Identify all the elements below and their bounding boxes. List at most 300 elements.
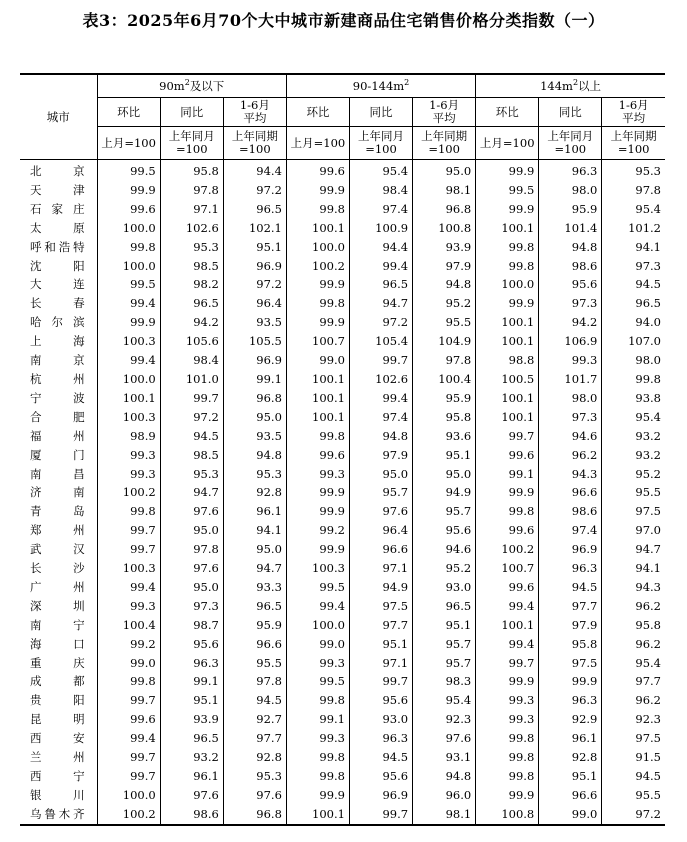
index-value: 99.8 <box>602 370 665 389</box>
index-value: 94.8 <box>349 427 412 446</box>
index-value: 97.2 <box>223 275 286 294</box>
index-value: 99.4 <box>97 351 160 370</box>
city-name: 济南 <box>20 483 97 502</box>
index-value: 96.8 <box>413 200 476 219</box>
index-value: 100.0 <box>97 786 160 805</box>
index-value: 97.2 <box>349 313 412 332</box>
index-value: 95.6 <box>413 521 476 540</box>
index-value: 95.6 <box>349 691 412 710</box>
index-value: 97.7 <box>349 616 412 635</box>
index-value: 95.5 <box>602 786 665 805</box>
index-value: 102.1 <box>223 219 286 238</box>
index-value: 99.8 <box>476 729 539 748</box>
index-value: 99.7 <box>97 767 160 786</box>
index-value: 99.8 <box>97 502 160 521</box>
table-row <box>20 635 665 654</box>
index-value: 95.3 <box>602 160 665 181</box>
index-value: 96.5 <box>160 294 223 313</box>
city-name: 西安 <box>20 729 97 748</box>
table-row <box>20 465 665 484</box>
index-value: 99.4 <box>286 597 349 616</box>
city-name: 长春 <box>20 294 97 313</box>
index-value: 98.2 <box>160 275 223 294</box>
index-value: 95.7 <box>413 502 476 521</box>
index-value: 94.7 <box>160 483 223 502</box>
index-value: 96.3 <box>539 559 602 578</box>
city-name: 海口 <box>20 635 97 654</box>
index-value: 98.9 <box>97 427 160 446</box>
index-value: 100.1 <box>476 219 539 238</box>
index-value: 97.1 <box>160 200 223 219</box>
index-value: 95.0 <box>349 465 412 484</box>
index-value: 97.2 <box>602 805 665 825</box>
index-value: 99.8 <box>286 200 349 219</box>
table-row <box>20 786 665 805</box>
city-name: 北京 <box>20 160 97 181</box>
index-value: 97.8 <box>413 351 476 370</box>
index-value: 100.1 <box>476 389 539 408</box>
index-value: 99.3 <box>539 351 602 370</box>
base-header: 上年同期 =100 <box>413 127 476 160</box>
index-value: 99.3 <box>476 691 539 710</box>
index-value: 92.7 <box>223 710 286 729</box>
city-name: 杭州 <box>20 370 97 389</box>
table-row <box>20 672 665 691</box>
index-value: 97.7 <box>602 672 665 691</box>
index-value: 95.2 <box>413 294 476 313</box>
index-value: 99.1 <box>223 370 286 389</box>
index-value: 99.8 <box>476 502 539 521</box>
index-value: 105.6 <box>160 332 223 351</box>
index-value: 100.1 <box>286 389 349 408</box>
table-row <box>20 710 665 729</box>
index-value: 99.6 <box>476 446 539 465</box>
index-value: 96.5 <box>223 200 286 219</box>
city-name: 广州 <box>20 578 97 597</box>
base-header: 上年同月 =100 <box>160 127 223 160</box>
index-value: 96.5 <box>160 729 223 748</box>
index-value: 99.6 <box>476 578 539 597</box>
index-value: 99.0 <box>97 654 160 673</box>
index-value: 99.0 <box>539 805 602 825</box>
index-value: 95.3 <box>160 238 223 257</box>
index-value: 99.3 <box>97 597 160 616</box>
index-value: 95.7 <box>413 654 476 673</box>
index-value: 99.7 <box>160 389 223 408</box>
index-value: 99.7 <box>97 521 160 540</box>
index-value: 99.9 <box>286 181 349 200</box>
index-value: 96.1 <box>223 502 286 521</box>
city-name: 南昌 <box>20 465 97 484</box>
index-value: 96.9 <box>539 540 602 559</box>
table-row <box>20 729 665 748</box>
city-name: 西宁 <box>20 767 97 786</box>
index-value: 101.0 <box>160 370 223 389</box>
index-value: 92.3 <box>413 710 476 729</box>
index-value: 99.1 <box>286 710 349 729</box>
index-value: 93.1 <box>413 748 476 767</box>
index-value: 99.8 <box>286 691 349 710</box>
index-value: 100.8 <box>413 219 476 238</box>
index-value: 99.7 <box>349 805 412 825</box>
table-row <box>20 332 665 351</box>
index-value: 99.7 <box>476 654 539 673</box>
index-value: 93.3 <box>223 578 286 597</box>
index-value: 95.3 <box>160 465 223 484</box>
index-value: 95.2 <box>413 559 476 578</box>
index-value: 98.5 <box>160 446 223 465</box>
index-value: 95.1 <box>349 635 412 654</box>
index-value: 99.5 <box>97 160 160 181</box>
index-value: 97.5 <box>539 654 602 673</box>
index-value: 95.4 <box>602 200 665 219</box>
index-value: 95.5 <box>223 654 286 673</box>
city-name: 石家庄 <box>20 200 97 219</box>
index-value: 100.2 <box>476 540 539 559</box>
index-value: 97.7 <box>539 597 602 616</box>
city-name: 天津 <box>20 181 97 200</box>
index-value: 99.8 <box>476 748 539 767</box>
index-value: 99.4 <box>476 635 539 654</box>
page-title: 表3：2025年6月70个大中城市新建商品住宅销售价格分类指数（一） <box>82 11 605 30</box>
index-value: 98.1 <box>413 181 476 200</box>
index-value: 96.4 <box>223 294 286 313</box>
index-value: 100.1 <box>476 408 539 427</box>
index-value: 99.3 <box>286 654 349 673</box>
index-value: 99.0 <box>286 635 349 654</box>
index-value: 95.3 <box>223 465 286 484</box>
index-value: 95.7 <box>413 635 476 654</box>
index-value: 99.8 <box>286 294 349 313</box>
index-value: 94.5 <box>223 691 286 710</box>
index-value: 99.5 <box>476 181 539 200</box>
index-value: 93.2 <box>602 427 665 446</box>
table-row <box>20 275 665 294</box>
table-row <box>20 257 665 276</box>
index-value: 101.7 <box>539 370 602 389</box>
index-value: 93.0 <box>349 710 412 729</box>
table-row <box>20 160 665 181</box>
index-value: 96.2 <box>602 691 665 710</box>
index-value: 99.8 <box>476 767 539 786</box>
index-value: 96.6 <box>539 483 602 502</box>
index-value: 98.5 <box>160 257 223 276</box>
index-value: 94.5 <box>349 748 412 767</box>
city-name: 重庆 <box>20 654 97 673</box>
city-name: 郑州 <box>20 521 97 540</box>
index-value: 96.3 <box>539 160 602 181</box>
index-value: 95.4 <box>602 408 665 427</box>
index-value: 99.9 <box>476 294 539 313</box>
city-name: 南京 <box>20 351 97 370</box>
index-value: 106.9 <box>539 332 602 351</box>
city-name: 深圳 <box>20 597 97 616</box>
index-value: 94.1 <box>602 238 665 257</box>
index-value: 96.6 <box>349 540 412 559</box>
index-value: 99.3 <box>286 465 349 484</box>
city-name: 贵阳 <box>20 691 97 710</box>
index-value: 100.4 <box>97 616 160 635</box>
city-name: 大连 <box>20 275 97 294</box>
index-value: 95.9 <box>539 200 602 219</box>
city-name: 青岛 <box>20 502 97 521</box>
index-value: 97.0 <box>602 521 665 540</box>
index-value: 99.9 <box>286 786 349 805</box>
table-row <box>20 351 665 370</box>
index-value: 95.1 <box>539 767 602 786</box>
index-value: 93.2 <box>160 748 223 767</box>
index-value: 100.3 <box>97 332 160 351</box>
index-value: 100.1 <box>476 332 539 351</box>
index-value: 99.7 <box>349 351 412 370</box>
index-value: 96.2 <box>539 446 602 465</box>
index-value: 93.5 <box>223 313 286 332</box>
index-value: 97.3 <box>539 294 602 313</box>
index-value: 96.3 <box>349 729 412 748</box>
index-value: 96.5 <box>413 597 476 616</box>
city-name: 长沙 <box>20 559 97 578</box>
city-header: 城市 <box>20 74 97 160</box>
index-value: 99.5 <box>286 578 349 597</box>
index-value: 99.5 <box>286 672 349 691</box>
index-value: 94.7 <box>602 540 665 559</box>
index-value: 100.0 <box>97 370 160 389</box>
index-value: 96.4 <box>349 521 412 540</box>
sub-header: 环比 <box>97 98 160 127</box>
index-value: 94.8 <box>413 275 476 294</box>
index-value: 105.5 <box>223 332 286 351</box>
index-value: 94.8 <box>539 238 602 257</box>
table-row <box>20 389 665 408</box>
table-row <box>20 654 665 673</box>
index-value: 96.5 <box>223 597 286 616</box>
index-value: 95.5 <box>413 313 476 332</box>
index-value: 99.9 <box>286 502 349 521</box>
index-value: 97.3 <box>602 257 665 276</box>
city-name: 武汉 <box>20 540 97 559</box>
index-value: 92.8 <box>223 748 286 767</box>
index-value: 99.9 <box>476 786 539 805</box>
index-value: 100.1 <box>286 370 349 389</box>
index-value: 99.8 <box>286 767 349 786</box>
table-row <box>20 408 665 427</box>
index-value: 93.9 <box>160 710 223 729</box>
index-value: 96.0 <box>413 786 476 805</box>
index-value: 95.2 <box>602 465 665 484</box>
index-value: 99.8 <box>286 427 349 446</box>
table-row <box>20 559 665 578</box>
index-value: 99.7 <box>97 691 160 710</box>
index-value: 96.8 <box>223 389 286 408</box>
index-value: 100.1 <box>476 616 539 635</box>
city-name: 太原 <box>20 219 97 238</box>
index-value: 99.7 <box>476 427 539 446</box>
index-value: 95.8 <box>539 635 602 654</box>
sub-header: 1-6月 平均 <box>223 98 286 127</box>
index-value: 99.9 <box>97 181 160 200</box>
index-value: 100.0 <box>476 275 539 294</box>
index-value: 98.3 <box>413 672 476 691</box>
index-value: 96.3 <box>160 654 223 673</box>
index-value: 99.3 <box>476 710 539 729</box>
index-value: 94.7 <box>349 294 412 313</box>
index-value: 94.6 <box>413 540 476 559</box>
index-value: 99.6 <box>286 446 349 465</box>
index-value: 94.1 <box>602 559 665 578</box>
index-value: 100.0 <box>97 257 160 276</box>
index-value: 95.6 <box>160 635 223 654</box>
index-value: 105.4 <box>349 332 412 351</box>
table-row <box>20 767 665 786</box>
base-header: 上月=100 <box>476 127 539 160</box>
index-value: 94.5 <box>602 767 665 786</box>
index-value: 100.1 <box>476 313 539 332</box>
index-value: 99.6 <box>97 710 160 729</box>
index-value: 94.7 <box>223 559 286 578</box>
index-value: 98.6 <box>539 257 602 276</box>
index-value: 100.2 <box>286 257 349 276</box>
index-value: 97.8 <box>602 181 665 200</box>
index-value: 99.9 <box>286 313 349 332</box>
index-value: 100.0 <box>286 616 349 635</box>
index-value: 91.5 <box>602 748 665 767</box>
index-value: 99.1 <box>160 672 223 691</box>
index-value: 96.2 <box>602 597 665 616</box>
index-value: 97.6 <box>160 502 223 521</box>
sub-header: 环比 <box>476 98 539 127</box>
index-value: 96.6 <box>539 786 602 805</box>
index-value: 99.9 <box>286 275 349 294</box>
index-value: 94.5 <box>602 275 665 294</box>
index-value: 99.3 <box>97 465 160 484</box>
index-value: 97.9 <box>413 257 476 276</box>
index-value: 94.3 <box>602 578 665 597</box>
index-value: 100.3 <box>97 408 160 427</box>
index-value: 95.8 <box>413 408 476 427</box>
index-value: 96.9 <box>223 351 286 370</box>
index-value: 97.1 <box>349 559 412 578</box>
index-value: 97.4 <box>539 521 602 540</box>
index-value: 96.6 <box>223 635 286 654</box>
index-value: 98.0 <box>539 389 602 408</box>
index-value: 97.9 <box>539 616 602 635</box>
city-name: 乌鲁木齐 <box>20 805 97 825</box>
index-value: 95.1 <box>223 238 286 257</box>
index-value: 99.7 <box>97 748 160 767</box>
city-name: 合肥 <box>20 408 97 427</box>
index-value: 95.3 <box>223 767 286 786</box>
index-value: 95.0 <box>160 521 223 540</box>
base-header: 上月=100 <box>286 127 349 160</box>
city-name: 呼和浩特 <box>20 238 97 257</box>
index-value: 100.3 <box>97 559 160 578</box>
table-row <box>20 200 665 219</box>
index-value: 99.9 <box>286 540 349 559</box>
index-value: 96.9 <box>223 257 286 276</box>
index-value: 97.8 <box>160 540 223 559</box>
city-name: 兰州 <box>20 748 97 767</box>
index-value: 93.2 <box>602 446 665 465</box>
table-row <box>20 219 665 238</box>
group-header-large: $144m^2$以上 <box>476 74 665 98</box>
index-value: 96.9 <box>349 786 412 805</box>
sub-header: 同比 <box>539 98 602 127</box>
base-header: 上年同月 =100 <box>349 127 412 160</box>
index-value: 97.4 <box>349 408 412 427</box>
index-value: 94.3 <box>539 465 602 484</box>
city-name: 南宁 <box>20 616 97 635</box>
table-row <box>20 427 665 446</box>
index-value: 97.6 <box>223 786 286 805</box>
index-value: 95.1 <box>160 691 223 710</box>
index-value: 100.0 <box>97 219 160 238</box>
index-value: 99.9 <box>476 200 539 219</box>
index-value: 97.6 <box>349 502 412 521</box>
base-header: 上月=100 <box>97 127 160 160</box>
index-value: 94.9 <box>413 483 476 502</box>
index-value: 95.4 <box>413 691 476 710</box>
index-value: 95.8 <box>602 616 665 635</box>
index-value: 97.6 <box>413 729 476 748</box>
index-value: 100.4 <box>413 370 476 389</box>
index-value: 100.7 <box>286 332 349 351</box>
base-header: 上年同期 =100 <box>223 127 286 160</box>
index-value: 99.9 <box>476 160 539 181</box>
index-value: 100.5 <box>476 370 539 389</box>
index-value: 99.7 <box>349 672 412 691</box>
index-value: 100.1 <box>286 219 349 238</box>
sub-header: 1-6月 平均 <box>413 98 476 127</box>
index-value: 98.7 <box>160 616 223 635</box>
table-row <box>20 597 665 616</box>
index-value: 95.0 <box>223 540 286 559</box>
index-value: 99.6 <box>286 160 349 181</box>
index-value: 99.4 <box>97 729 160 748</box>
index-value: 96.3 <box>539 691 602 710</box>
index-value: 95.0 <box>223 408 286 427</box>
index-value: 99.9 <box>286 483 349 502</box>
table-row <box>20 502 665 521</box>
index-value: 95.4 <box>349 160 412 181</box>
index-value: 94.2 <box>539 313 602 332</box>
index-value: 99.9 <box>97 313 160 332</box>
index-value: 94.1 <box>223 521 286 540</box>
index-value: 96.1 <box>539 729 602 748</box>
group-header-small: $90m^2$及以下 <box>97 74 286 98</box>
index-value: 95.6 <box>349 767 412 786</box>
table-row <box>20 691 665 710</box>
index-value: 93.0 <box>413 578 476 597</box>
index-value: 99.7 <box>97 540 160 559</box>
index-value: 100.9 <box>349 219 412 238</box>
table-row <box>20 483 665 502</box>
index-value: 99.2 <box>97 635 160 654</box>
index-value: 92.3 <box>602 710 665 729</box>
index-value: 93.5 <box>223 427 286 446</box>
index-value: 99.6 <box>476 521 539 540</box>
index-value: 93.6 <box>413 427 476 446</box>
index-value: 99.4 <box>97 294 160 313</box>
city-name: 福州 <box>20 427 97 446</box>
sub-header: 同比 <box>349 98 412 127</box>
index-value: 92.9 <box>539 710 602 729</box>
city-name: 成都 <box>20 672 97 691</box>
index-value: 94.5 <box>160 427 223 446</box>
index-value: 94.4 <box>349 238 412 257</box>
table-row <box>20 521 665 540</box>
table-row <box>20 181 665 200</box>
index-value: 99.8 <box>286 748 349 767</box>
